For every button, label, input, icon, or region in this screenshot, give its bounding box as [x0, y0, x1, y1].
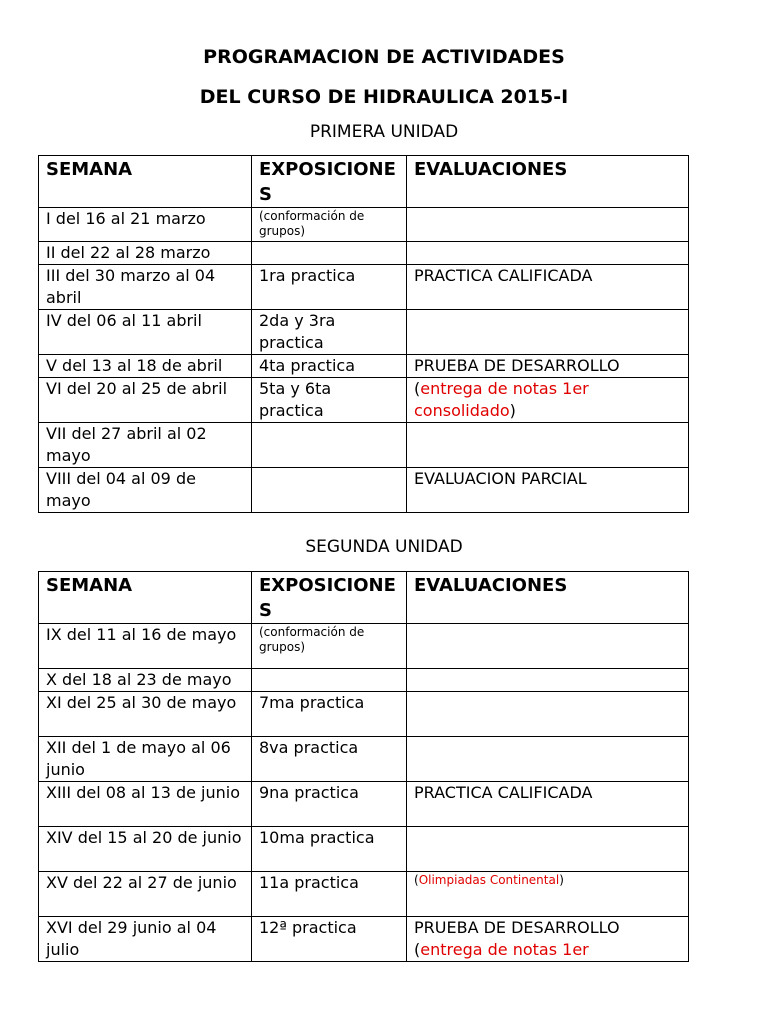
highlight-text: entrega de notas 1er	[420, 940, 589, 959]
cell-evaluaciones: (Olimpiadas Continental)	[407, 872, 689, 917]
cell-evaluaciones: PRUEBA DE DESARROLLO	[407, 355, 689, 378]
cell-exposiciones	[252, 669, 407, 692]
cell-semana: III del 30 marzo al 04 abril	[39, 265, 252, 310]
cell-exposiciones: 2da y 3ra practica	[252, 310, 407, 355]
cell-semana: VIII del 04 al 09 de mayo	[39, 468, 252, 513]
table-header-row	[39, 572, 689, 624]
table-row	[39, 242, 689, 265]
cell-exposiciones: 4ta practica	[252, 355, 407, 378]
cell-evaluaciones	[407, 208, 689, 242]
cell-semana: VII del 27 abril al 02 mayo	[39, 423, 252, 468]
table-row	[39, 468, 689, 513]
cell-exposiciones: 1ra practica	[252, 265, 407, 310]
cell-semana: VI del 20 al 25 de abril	[39, 378, 252, 423]
table-row	[39, 737, 689, 782]
table-row	[39, 310, 689, 355]
cell-evaluaciones	[407, 692, 689, 737]
evaluation-text: PRUEBA DE DESARROLLO	[414, 918, 620, 937]
cell-evaluaciones: PRACTICA CALIFICADA	[407, 782, 689, 827]
cell-semana: I del 16 al 21 marzo	[39, 208, 252, 242]
cell-evaluaciones	[407, 624, 689, 669]
unit2-heading: SEGUNDA UNIDAD	[305, 537, 463, 557]
header-exposiciones: EXPOSICIONES	[252, 572, 407, 624]
table-row	[39, 872, 689, 917]
cell-exposiciones: 9na practica	[252, 782, 407, 827]
cell-note: (conformación de grupos)	[259, 209, 365, 238]
cell-note: (conformación de grupos)	[259, 625, 365, 654]
table-row	[39, 355, 689, 378]
header-semana: SEMANA	[39, 156, 252, 208]
cell-exposiciones	[252, 624, 407, 669]
cell-exposiciones: 11a practica	[252, 872, 407, 917]
table-row	[39, 208, 689, 242]
cell-exposiciones	[252, 242, 407, 265]
cell-evaluaciones: (entrega de notas 1er consolidado)	[407, 378, 689, 423]
cell-exposiciones: 12ª practica	[252, 917, 407, 962]
header-evaluaciones: EVALUACIONES	[407, 572, 689, 624]
cell-semana: XVI del 29 junio al 04 julio	[39, 917, 252, 962]
cell-evaluaciones	[407, 737, 689, 782]
unit1-heading: PRIMERA UNIDAD	[309, 122, 459, 142]
doc-title-line2: DEL CURSO DE HIDRAULICA 2015-I	[199, 86, 569, 108]
cell-semana: XII del 1 de mayo al 06 junio	[39, 737, 252, 782]
header-semana: SEMANA	[39, 572, 252, 624]
cell-semana: XI del 25 al 30 de mayo	[39, 692, 252, 737]
cell-evaluaciones: PRACTICA CALIFICADA	[407, 265, 689, 310]
table-row	[39, 669, 689, 692]
unit1-table	[38, 155, 689, 513]
cell-semana: IV del 06 al 11 abril	[39, 310, 252, 355]
table-row	[39, 917, 689, 962]
table-row	[39, 265, 689, 310]
highlight-text: Olimpiadas Continental	[418, 873, 560, 887]
table-row	[39, 423, 689, 468]
cell-evaluaciones	[407, 423, 689, 468]
cell-semana: XIII del 08 al 13 de junio	[39, 782, 252, 827]
cell-evaluaciones	[407, 827, 689, 872]
cell-exposiciones: 5ta y 6ta practica	[252, 378, 407, 423]
table-row	[39, 378, 689, 423]
cell-exposiciones: 7ma practica	[252, 692, 407, 737]
cell-evaluaciones: PRUEBA DE DESARROLLO (entrega de notas 1er	[407, 917, 689, 962]
table-row	[39, 624, 689, 669]
cell-exposiciones: 10ma practica	[252, 827, 407, 872]
cell-exposiciones	[252, 423, 407, 468]
cell-semana: XV del 22 al 27 de junio	[39, 872, 252, 917]
cell-exposiciones: 8va practica	[252, 737, 407, 782]
doc-title-line1: PROGRAMACION DE ACTIVIDADES	[203, 46, 565, 68]
cell-semana: II del 22 al 28 marzo	[39, 242, 252, 265]
unit2-table	[38, 571, 689, 962]
table-row	[39, 692, 689, 737]
header-exposiciones: EXPOSICIONES	[252, 156, 407, 208]
cell-semana: XIV del 15 al 20 de junio	[39, 827, 252, 872]
cell-evaluaciones	[407, 310, 689, 355]
cell-evaluaciones: EVALUACION PARCIAL	[407, 468, 689, 513]
table-row	[39, 827, 689, 872]
table-header-row	[39, 156, 689, 208]
cell-semana: X del 18 al 23 de mayo	[39, 669, 252, 692]
cell-semana: V del 13 al 18 de abril	[39, 355, 252, 378]
cell-evaluaciones	[407, 669, 689, 692]
highlight-text: entrega de notas 1er consolidado	[414, 379, 589, 420]
cell-semana: IX del 11 al 16 de mayo	[39, 624, 252, 669]
cell-exposiciones	[252, 468, 407, 513]
header-evaluaciones: EVALUACIONES	[407, 156, 689, 208]
cell-exposiciones	[252, 208, 407, 242]
cell-evaluaciones	[407, 242, 689, 265]
table-row	[39, 782, 689, 827]
